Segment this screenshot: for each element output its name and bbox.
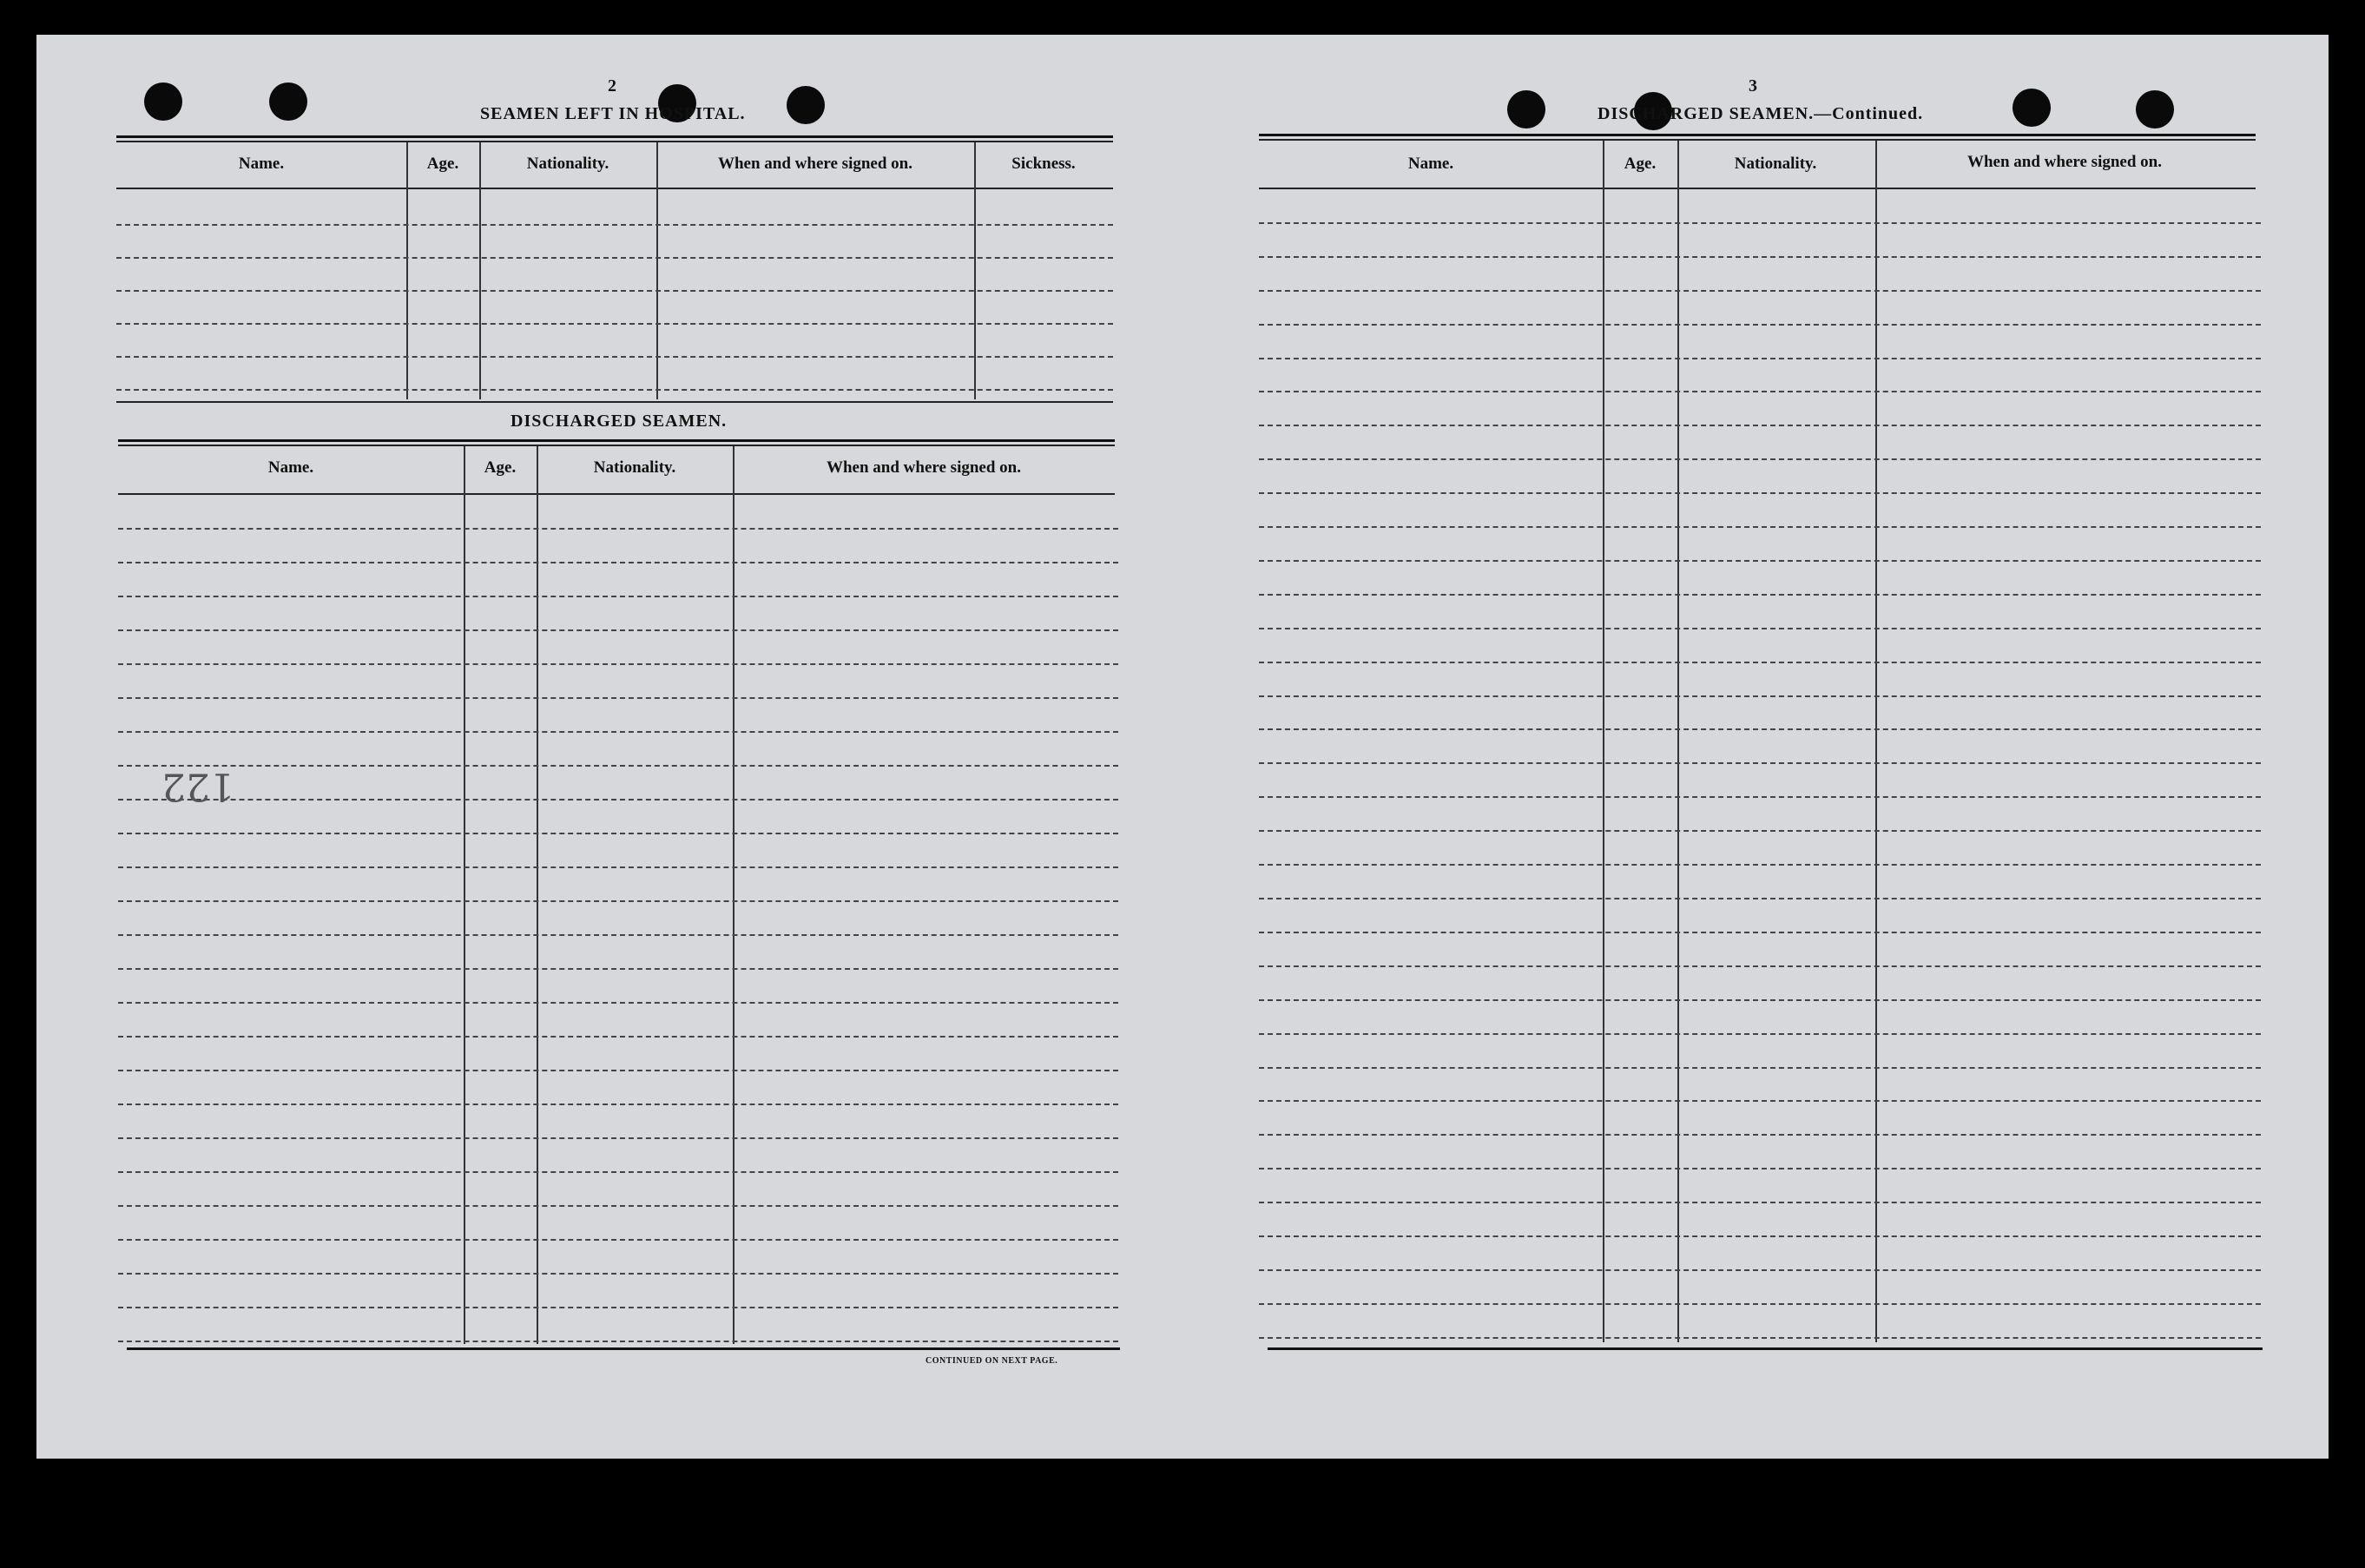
row-line — [116, 389, 1113, 391]
column-header-name: Name. — [238, 155, 285, 173]
punch-hole — [144, 82, 182, 121]
row-line — [116, 290, 1113, 292]
rule — [116, 401, 1113, 403]
row-line — [1259, 662, 2261, 663]
row-line — [1259, 1269, 2261, 1271]
row-line — [116, 257, 1113, 259]
column-divider — [406, 142, 408, 399]
row-line — [118, 697, 1118, 699]
rule — [1259, 188, 2256, 189]
column-header-nationality: Nationality. — [1734, 155, 1817, 173]
rule — [127, 1347, 1120, 1350]
discharged-continued-title: DISCHARGED SEAMEN.—Continued. — [1598, 104, 1924, 123]
row-line — [118, 1137, 1118, 1139]
row-line — [1259, 222, 2261, 224]
hospital-section-title: SEAMEN LEFT IN HOSPITAL. — [480, 104, 746, 123]
row-line — [1259, 932, 2261, 933]
column-header-nationality: Nationality. — [526, 155, 609, 173]
column-divider — [1677, 141, 1679, 1342]
rule — [1259, 139, 2256, 141]
row-line — [118, 799, 1118, 800]
row-line — [118, 1104, 1118, 1105]
row-line — [118, 1002, 1118, 1004]
row-line — [118, 596, 1118, 597]
row-line — [1259, 1303, 2261, 1305]
row-line — [1259, 762, 2261, 764]
row-line — [1259, 324, 2261, 326]
row-line — [118, 1239, 1118, 1241]
row-line — [1259, 458, 2261, 460]
row-line — [1259, 999, 2261, 1001]
column-divider — [656, 142, 658, 399]
row-line — [118, 731, 1118, 733]
column-header-signed-on: When and where signed on. — [826, 458, 1021, 477]
rule — [116, 141, 1113, 142]
row-line — [1259, 526, 2261, 528]
row-line — [1259, 796, 2261, 798]
row-line — [118, 934, 1118, 936]
row-line — [1259, 1134, 2261, 1136]
row-line — [118, 629, 1118, 631]
row-line — [1259, 1235, 2261, 1237]
row-line — [1259, 1033, 2261, 1035]
row-line — [1259, 391, 2261, 392]
row-line — [118, 1341, 1118, 1342]
row-line — [1259, 728, 2261, 730]
row-line — [1259, 965, 2261, 967]
row-line — [1259, 425, 2261, 426]
row-line — [118, 528, 1118, 530]
row-line — [118, 663, 1118, 665]
column-header-age: Age. — [1624, 155, 1657, 173]
row-line — [1259, 290, 2261, 292]
document-sheet — [36, 35, 2329, 1459]
rule — [1268, 1347, 2263, 1350]
row-line — [1259, 1168, 2261, 1169]
column-divider — [464, 446, 465, 1344]
continued-footer: CONTINUED ON NEXT PAGE. — [926, 1356, 1058, 1366]
rule — [1259, 134, 2256, 136]
row-line — [1259, 695, 2261, 697]
rule — [116, 135, 1113, 138]
row-line — [1259, 1337, 2261, 1339]
column-header-age: Age. — [426, 155, 459, 173]
column-header-nationality: Nationality. — [593, 458, 676, 477]
rule — [118, 493, 1115, 495]
column-header-name: Name. — [1407, 155, 1454, 173]
row-line — [118, 968, 1118, 970]
column-header-sickness: Sickness. — [1011, 155, 1076, 173]
column-divider — [537, 446, 538, 1344]
column-divider — [1875, 141, 1877, 1342]
row-line — [1259, 898, 2261, 899]
row-line — [1259, 256, 2261, 258]
row-line — [118, 1205, 1118, 1207]
column-header-name: Name. — [267, 458, 314, 477]
row-line — [1259, 1067, 2261, 1069]
row-line — [1259, 628, 2261, 629]
column-header-age: Age. — [484, 458, 517, 477]
row-line — [1259, 358, 2261, 359]
rule — [118, 445, 1115, 446]
column-divider — [1603, 141, 1604, 1342]
row-line — [118, 866, 1118, 868]
row-line — [118, 1036, 1118, 1038]
margin-number: 122 — [161, 764, 234, 808]
row-line — [118, 765, 1118, 767]
punch-hole — [2013, 89, 2051, 127]
row-line — [116, 356, 1113, 358]
punch-hole — [2136, 90, 2174, 128]
column-divider — [974, 142, 976, 399]
row-line — [1259, 1202, 2261, 1203]
column-divider — [733, 446, 735, 1344]
discharged-section-title: DISCHARGED SEAMEN. — [511, 412, 728, 431]
column-divider — [479, 142, 481, 399]
row-line — [1259, 492, 2261, 494]
row-line — [118, 1273, 1118, 1275]
row-line — [1259, 864, 2261, 866]
column-header-signed-on: When and where signed on. — [717, 155, 912, 173]
row-line — [1259, 594, 2261, 596]
page-number-right: 3 — [1749, 76, 1757, 96]
row-line — [116, 323, 1113, 325]
page-number-left: 2 — [608, 76, 616, 96]
row-line — [1259, 1100, 2261, 1102]
row-line — [1259, 560, 2261, 562]
rule — [118, 439, 1115, 442]
row-line — [118, 1307, 1118, 1308]
row-line — [116, 224, 1113, 226]
row-line — [118, 1070, 1118, 1071]
row-line — [118, 562, 1118, 563]
rule — [116, 188, 1113, 189]
row-line — [118, 1171, 1118, 1173]
row-line — [118, 833, 1118, 834]
punch-hole — [1507, 90, 1545, 128]
row-line — [118, 900, 1118, 902]
punch-hole — [787, 86, 825, 124]
column-header-signed-on: When and where signed on. — [1966, 153, 2162, 171]
row-line — [1259, 830, 2261, 832]
punch-hole — [269, 82, 307, 121]
